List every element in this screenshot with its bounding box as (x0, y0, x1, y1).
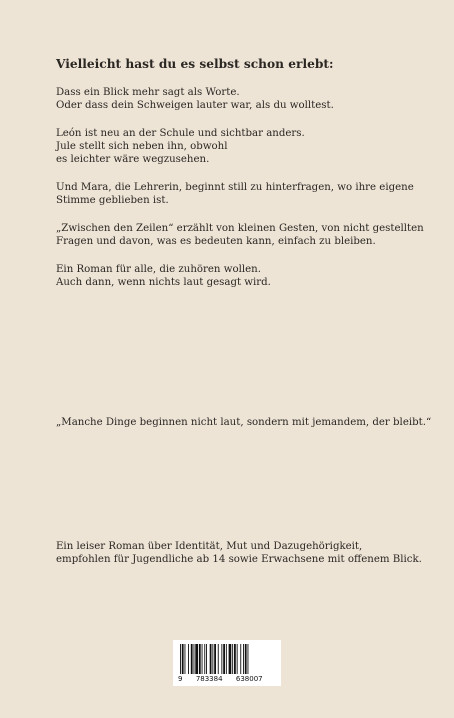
text-line: León ist neu an der Schule und sichtbar anders. (56, 128, 305, 139)
text-line: Dass ein Blick mehr sagt als Worte. (56, 87, 240, 98)
barcode-bar (237, 644, 238, 674)
barcode-bar (185, 644, 186, 674)
paragraph-1 (56, 86, 426, 112)
barcode-bar (188, 644, 189, 674)
text-line: Stimme geblieben ist. (56, 195, 169, 206)
tagline (56, 540, 426, 566)
barcode-bar (245, 644, 247, 674)
barcode-bar (234, 644, 236, 674)
barcode-bar (214, 644, 216, 674)
text-line: Auch dann, wenn nichts laut gesagt wird. (56, 277, 271, 288)
paragraph-5 (56, 263, 426, 289)
barcode-bar (221, 644, 222, 674)
barcode-bar (199, 644, 201, 674)
headline: Vielleicht hast du es selbst schon erlebt: (56, 57, 334, 71)
barcode-bar (195, 644, 198, 674)
barcode-bar (194, 644, 195, 674)
tagline-line: empfohlen für Jugendliche ab 14 sowie Erwachsene mit offenem Blick. (56, 554, 422, 565)
text-line: Und Mara, die Lehrerin, beginnt still zu hinterfragen, wo ihre eigene (56, 182, 414, 193)
barcode-bar (206, 644, 207, 674)
barcode-bars (178, 644, 276, 674)
barcode-bar (232, 644, 233, 674)
isbn-lead-digit: 9 (178, 675, 183, 683)
barcode-bar (191, 644, 193, 674)
barcode-bar (248, 644, 249, 674)
barcode-bar (202, 644, 203, 674)
isbn-group-1: 783384 (195, 675, 223, 683)
text-line: Jule stellt sich neben ihn, obwohl (56, 141, 228, 152)
paragraph-3 (56, 181, 426, 207)
text-line: „Zwischen den Zeilen“ erzählt von kleinen Gesten, von nicht gestellten (56, 223, 424, 234)
barcode-bar (223, 644, 225, 674)
barcode-bar (218, 644, 219, 674)
barcode-bar (240, 644, 241, 674)
pull-quote: „Manche Dinge beginnen nicht laut, sondern mit jemandem, der bleibt.“ (56, 417, 432, 428)
text-line: Fragen und davon, was es bedeuten kann, einfach zu bleiben. (56, 236, 376, 247)
paragraph-2 (56, 127, 426, 166)
text-line: Oder dass dein Schweigen lauter war, als du wolltest. (56, 100, 334, 111)
paragraph-4 (56, 222, 426, 248)
barcode-bar (229, 644, 232, 674)
text-line: es leichter wäre wegzusehen. (56, 154, 210, 165)
tagline-line: Ein leiser Roman über Identität, Mut und Dazugehörigkeit, (56, 541, 363, 552)
barcode-bar (180, 644, 181, 674)
barcode-bar (212, 644, 213, 674)
isbn-number (178, 675, 276, 683)
isbn-barcode (173, 640, 281, 686)
barcode-bar (210, 644, 212, 674)
barcode-bar (182, 644, 184, 674)
blurb (56, 86, 426, 304)
barcode-bar (226, 644, 227, 674)
barcode-bar (204, 644, 205, 674)
barcode-bar (243, 644, 244, 674)
isbn-group-2: 638007 (235, 675, 263, 683)
text-line: Ein Roman für alle, die zuhören wollen. (56, 264, 261, 275)
